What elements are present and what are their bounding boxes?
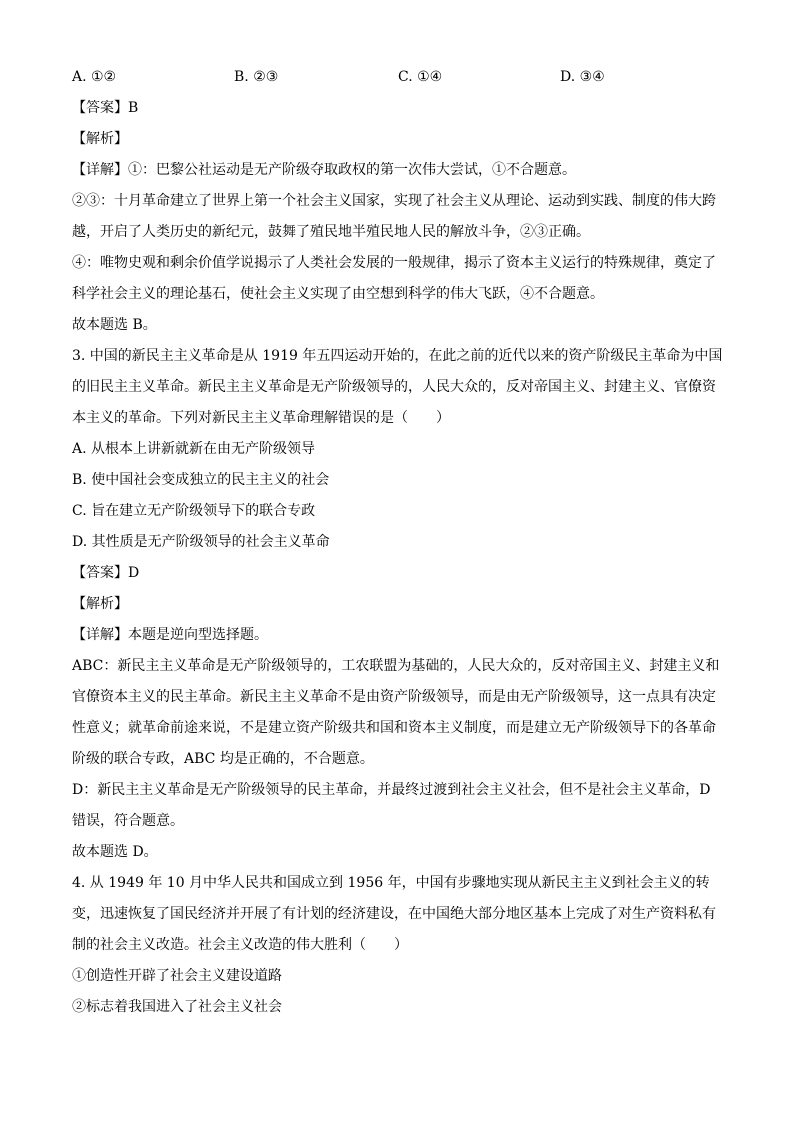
q3-stem: 3. 中国的新民主主义革命是从 1919 年五四运动开始的，在此之前的近代以来的资产阶级民主革命为中国的旧民主主义革命。新民主主义革命是无产阶级领导的，人民大众的，反对帝国主义、封建主义、官僚资本主义的革命。下列对新民主主义革命理解错误的是（ ） bbox=[72, 348, 723, 426]
document-page bbox=[72, 62, 728, 1023]
q2-option-c: C. ①④ bbox=[398, 69, 443, 85]
q3-analysis-heading: 【解析】 bbox=[72, 596, 128, 612]
q2-option-d: D. ③④ bbox=[560, 69, 605, 85]
q2-option-b: B. ②③ bbox=[234, 69, 279, 85]
q4-item-2: ②标志着我国进入了社会主义社会 bbox=[72, 999, 282, 1015]
q3-detail-3: D：新民主主义革命是无产阶级领导的民主革命，并最终过渡到社会主义社会，但不是社会主义革命，D 错误，符合题意。 bbox=[72, 782, 711, 829]
q2-option-a: A. ①② bbox=[72, 69, 117, 85]
q3-option-a: A. 从根本上讲新就新在由无产阶级领导 bbox=[72, 441, 316, 457]
q2-answer: 【答案】B bbox=[72, 100, 139, 116]
q2-detail-1: 【详解】①：巴黎公社运动是无产阶级夺取政权的第一次伟大尝试，①不合题意。 bbox=[72, 162, 576, 178]
q4-stem: 4. 从 1949 年 10 月中华人民共和国成立到 1956 年，中国有步骤地实现从新民主主义到社会主义的转变，迅速恢复了国民经济并开展了有计划的经济建设，在中国绝大部分地区基本上完成了对生产资料私有制的社会主义改造。社会主义改造的伟大胜利（ ） bbox=[72, 875, 716, 953]
q2-detail-2: ②③：十月革命建立了世界上第一个社会主义国家，实现了社会主义从理论、运动到实践、制度的伟大跨越，开启了人类历史的新纪元，鼓舞了殖民地半殖民地人民的解放斗争，②③正确。 bbox=[72, 193, 716, 240]
q2-conclusion: 故本题选 B。 bbox=[72, 317, 157, 333]
q3-answer: 【答案】D bbox=[72, 565, 140, 581]
q3-detail-2: ABC：新民主主义革命是无产阶级领导的，工农联盟为基础的，人民大众的，反对帝国主义、封建主义和官僚资本主义的民主革命。新民主主义革命不是由资产阶级领导，而是由无产阶级领导，这一点具有决定性意义；就革命前途来说，不是建立资产阶级共和国和资本主义制度，而是建立无产阶级领导下的各革命阶级的联合专政，ABC 均是正确的，不合题意。 bbox=[72, 658, 720, 767]
q3-option-d: D. 其性质是无产阶级领导的社会主义革命 bbox=[72, 534, 330, 550]
q4-item-1: ①创造性开辟了社会主义建设道路 bbox=[72, 968, 282, 984]
q3-option-b: B. 使中国社会变成独立的民主主义的社会 bbox=[72, 472, 330, 488]
q3-option-c: C. 旨在建立无产阶级领导下的联合专政 bbox=[72, 503, 316, 519]
q2-analysis-heading: 【解析】 bbox=[72, 131, 128, 147]
q2-options bbox=[72, 62, 728, 93]
q2-detail-3: ④：唯物史观和剩余价值学说揭示了人类社会发展的一般规律，揭示了资本主义运行的特殊规律，奠定了科学社会主义的理论基石，使社会主义实现了由空想到科学的伟大飞跃，④不合题意。 bbox=[72, 255, 716, 302]
q3-conclusion: 故本题选 D。 bbox=[72, 844, 158, 860]
q3-detail-1: 【详解】本题是逆向型选择题。 bbox=[72, 627, 268, 643]
